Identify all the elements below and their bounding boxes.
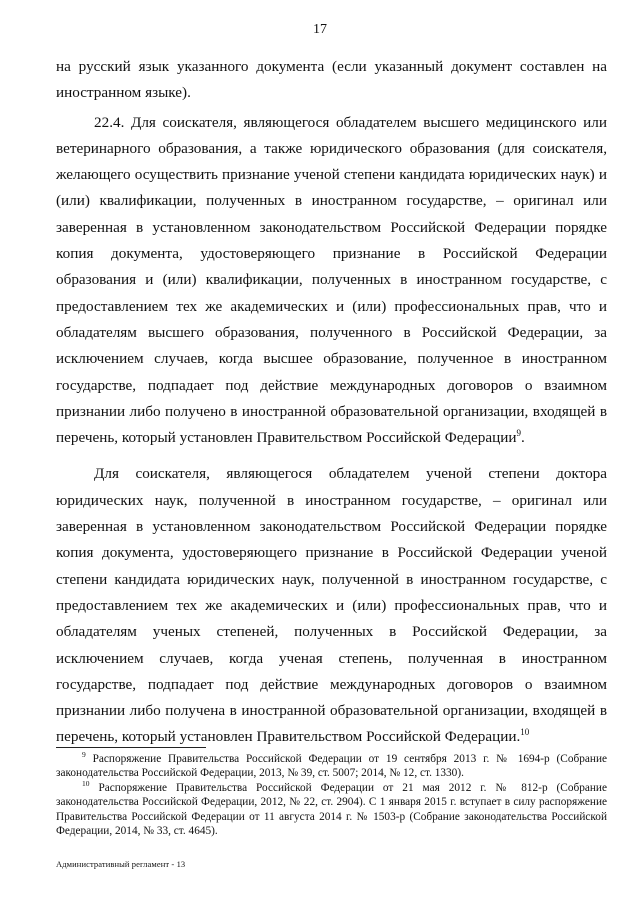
footnote-9: [56, 752, 607, 781]
footnote-text: Распоряжение Правительства Российской Федерации от 21 мая 2012 г. № 812-р (Собрание законодательства Российской Федерации, 2012, № 22, ст. 2904). С 1 января 2015 г. вступает в силу распоряжение Правительства Российской Федерации от 11 августа 2014 г. № 1503-р (Собрание законодательства Российской Федерации, 2014, № 33, ст. 4645).: [56, 781, 607, 838]
paragraph-22-4: [56, 110, 607, 452]
page-number: 17: [313, 22, 327, 37]
paragraph-doctor-degree: [56, 461, 607, 750]
footnote-ref-10[interactable]: 10: [520, 727, 530, 738]
paragraph-22-4-end: .: [520, 429, 525, 447]
footer-label: Административный регламент - 13: [56, 859, 186, 869]
paragraph-doctor-degree-text: Для соискателя, являющегося обладателем ученой степени доктора юридических наук, полученной в иностранном государстве, – оригинал или заверенная в установленном законодательством Российской Федерации порядке копия документа, удостоверяющего признание в Российской Федерации ученой степени кандидата юридических наук, полученной в иностранном государстве, с предоставлением тех же академических и (или) профессиональных прав, что и обладателям ученых степеней, полученных в Российской Федерации, за исключением случаев, когда ученая степень, полученная в иностранном государстве, подпадает под действие международных договоров о взаимном признании либо получена в иностранной образовательной организации, входящей в перечень, который установлен Правительством Российской Федерации.: [56, 465, 607, 746]
footnote-ref-9[interactable]: 9: [516, 428, 521, 439]
footnote-mark: 9: [82, 750, 86, 760]
footnotes: [56, 752, 607, 838]
paragraph-22-4-text: 22.4. Для соискателя, являющегося обладателем высшего медицинского или ветеринарного образования, а также юридического образования (для соискателя, желающего осуществить признание ученой степени кандидата юридических наук) и (или) квалификации, полученных в иностранном государстве, – оригинал или заверенная в установленном законодательством Российской Федерации порядке копия документа, удостоверяющего признание в Российской Федерации образования и (или) квалификации, полученных в иностранном государстве, с предоставлением тех же академических и (или) профессиональных прав, что и обладателям высшего образования, полученного в Российской Федерации, за исключением случаев, когда высшее образование, полученное в иностранном государстве, подпадает под действие международных договоров о взаимном признании либо получено в иностранной образовательной организации, входящей в перечень, который установлен Правительством Российской Федерации: [56, 113, 607, 447]
footnote-text: Распоряжение Правительства Российской Федерации от 19 сентября 2013 г. № 1694-р (Собрание законодательства Российской Федерации, 2013, № 39, ст. 5007; 2014, № 12, ст. 1330).: [56, 753, 608, 780]
paragraph-continuation: на русский язык указанного документа (если указанный документ составлен на иностранном языке).: [56, 58, 607, 102]
footnote-mark: 10: [82, 779, 90, 789]
main-text: [56, 54, 607, 751]
footnote-separator: [56, 747, 206, 748]
footnote-10: [56, 781, 607, 839]
